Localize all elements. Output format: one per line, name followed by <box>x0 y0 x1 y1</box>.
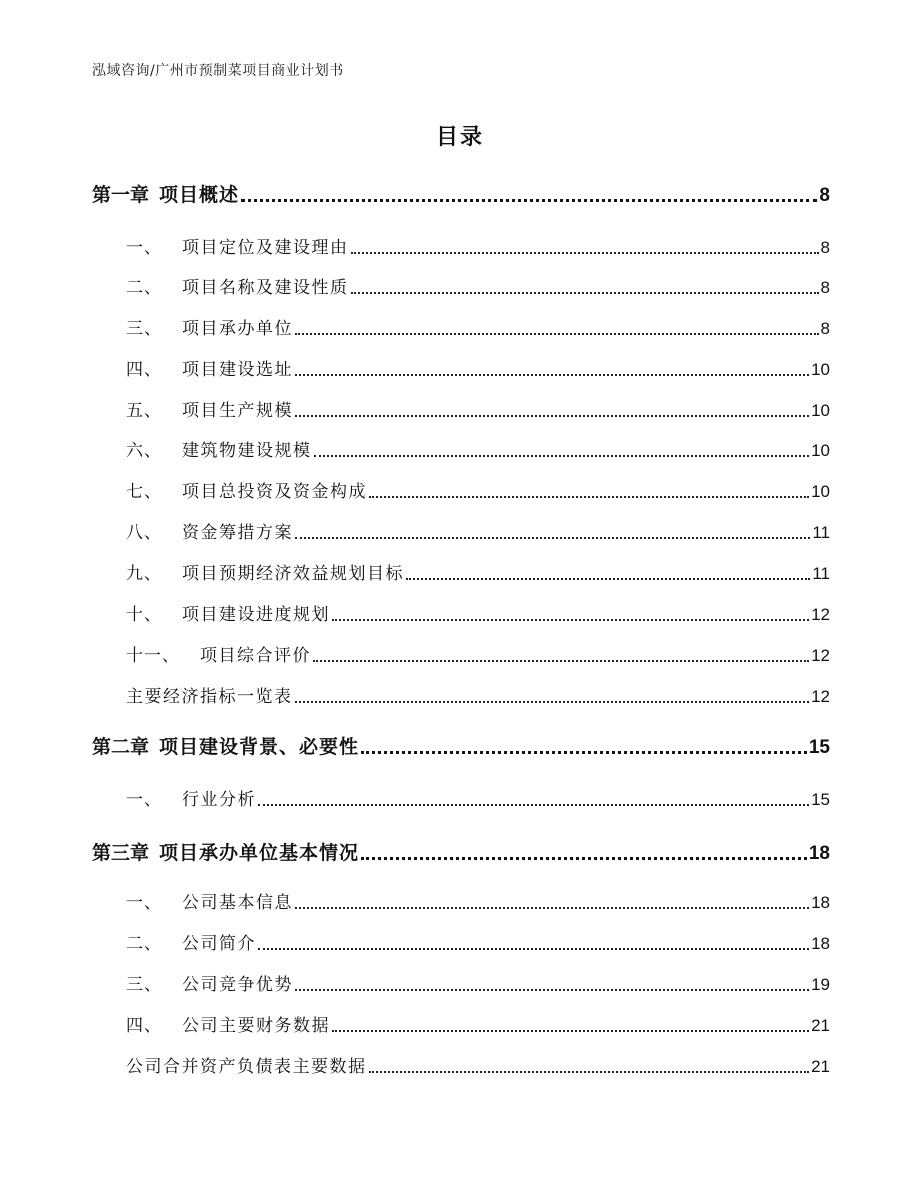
toc-entry-label: 建筑物建设规模 <box>182 441 312 461</box>
dot-leader <box>361 750 807 754</box>
toc-entry-label: 项目生产规模 <box>182 401 293 421</box>
toc-entry-number: 第一章 <box>92 184 150 206</box>
toc-entry-number: 第二章 <box>92 736 150 758</box>
toc-entry-label: 项目承办单位基本情况 <box>159 842 360 864</box>
toc-entry-number: 六、 <box>126 441 162 461</box>
toc-section-entry[interactable] <box>126 273 830 298</box>
toc-entry-page-number: 8 <box>820 278 830 297</box>
toc-entry-label: 项目综合评价 <box>200 646 311 666</box>
toc-section-entry[interactable] <box>126 888 830 913</box>
toc-entry-page-number: 12 <box>811 646 830 665</box>
toc-entry-page-number: 11 <box>812 564 830 583</box>
toc-section-entry[interactable] <box>126 970 830 995</box>
toc-chapter-entry[interactable] <box>92 180 830 207</box>
toc-chapter-entry[interactable] <box>92 732 830 759</box>
toc-entry-page-number: 15 <box>811 790 830 809</box>
toc-entry-label: 行业分析 <box>182 790 256 810</box>
toc-entry-number: 第三章 <box>92 842 150 864</box>
dot-leader <box>295 414 809 417</box>
toc-entry-label: 项目概述 <box>159 184 240 206</box>
toc-entry-page-number: 18 <box>811 893 830 912</box>
toc-entry-page-number: 10 <box>811 401 830 420</box>
toc-entry-number: 十、 <box>126 605 162 625</box>
toc-chapter-entry[interactable] <box>92 838 830 865</box>
toc-entry-number: 九、 <box>126 564 162 584</box>
toc-section-entry[interactable] <box>126 1052 830 1077</box>
toc-entry-page-number: 10 <box>811 360 830 379</box>
toc-entry-label: 资金筹措方案 <box>182 523 293 543</box>
toc-entry-page-number: 19 <box>811 975 830 994</box>
dot-leader <box>332 1029 809 1032</box>
dot-leader <box>295 373 809 376</box>
toc-entry-page-number: 21 <box>811 1057 830 1076</box>
dot-leader <box>258 947 809 950</box>
toc-section-entry[interactable] <box>126 641 830 666</box>
toc-entry-label: 项目预期经济效益规划目标 <box>182 564 404 584</box>
toc-entry-label: 项目承办单位 <box>182 319 293 339</box>
toc-entry-label: 项目建设进度规划 <box>182 605 330 625</box>
toc-entry-page-number: 8 <box>819 185 830 206</box>
toc-entry-label: 公司简介 <box>182 934 256 954</box>
toc-entry-number: 三、 <box>126 975 162 995</box>
toc-entry-number: 三、 <box>126 319 162 339</box>
toc-entry-label: 项目定位及建设理由 <box>182 238 349 258</box>
toc-entry-number: 四、 <box>126 1016 162 1036</box>
dot-leader <box>314 454 810 457</box>
dot-leader <box>369 1070 810 1073</box>
toc-entry-label: 主要经济指标一览表 <box>126 687 293 707</box>
dot-leader <box>361 856 807 860</box>
toc-entry-label: 公司基本信息 <box>182 893 293 913</box>
dot-leader <box>332 618 809 621</box>
toc-entry-number: 一、 <box>126 790 162 810</box>
toc-section-entry[interactable] <box>126 929 830 954</box>
toc-entry-number: 二、 <box>126 934 162 954</box>
toc-entry-number: 五、 <box>126 401 162 421</box>
dot-leader <box>258 803 809 806</box>
dot-leader <box>295 536 810 539</box>
toc-entry-page-number: 10 <box>811 482 830 501</box>
running-header: 泓域咨询/广州市预制菜项目商业计划书 <box>92 63 344 79</box>
dot-leader <box>313 659 809 662</box>
toc-entry-page-number: 12 <box>811 687 830 706</box>
toc-entry-page-number: 11 <box>812 523 830 542</box>
toc-entry-number: 七、 <box>126 482 162 502</box>
toc-entry-page-number: 15 <box>808 737 830 758</box>
toc-entry-number: 八、 <box>126 523 162 543</box>
toc-entry-page-number: 18 <box>808 843 830 864</box>
toc-entry-label: 公司竞争优势 <box>182 975 293 995</box>
dot-leader <box>241 198 817 202</box>
toc-entry-label: 公司合并资产负债表主要数据 <box>126 1057 367 1077</box>
toc-section-entry[interactable] <box>126 436 830 461</box>
toc-section-entry[interactable] <box>126 785 830 810</box>
toc-entry-number: 一、 <box>126 893 162 913</box>
dot-leader <box>295 332 819 335</box>
dot-leader <box>295 700 810 703</box>
dot-leader <box>295 988 809 991</box>
toc-entry-page-number: 12 <box>811 605 830 624</box>
toc-entry-page-number: 21 <box>811 1016 830 1035</box>
toc-entry-number: 十一、 <box>126 646 180 666</box>
toc-entry-label: 项目建设背景、必要性 <box>159 736 360 758</box>
toc-section-entry[interactable] <box>126 396 830 421</box>
dot-leader <box>295 906 809 909</box>
toc-section-entry[interactable] <box>126 477 830 502</box>
toc-entry-number: 一、 <box>126 238 162 258</box>
toc-section-entry[interactable] <box>126 233 830 258</box>
toc-section-entry[interactable] <box>126 1011 830 1036</box>
toc-entry-page-number: 18 <box>811 934 830 953</box>
page-title: 目录 <box>435 125 484 150</box>
toc-section-entry[interactable] <box>126 314 830 339</box>
toc-section-entry[interactable] <box>126 518 830 543</box>
toc-section-entry[interactable] <box>126 600 830 625</box>
toc-entry-label: 项目总投资及资金构成 <box>182 482 367 502</box>
dot-leader <box>369 495 809 498</box>
toc-entry-label: 公司主要财务数据 <box>182 1016 330 1036</box>
toc-entry-label: 项目建设选址 <box>182 360 293 380</box>
toc-entry-page-number: 8 <box>820 238 830 257</box>
dot-leader <box>351 291 819 294</box>
toc-entry-page-number: 8 <box>820 319 830 338</box>
toc-section-entry[interactable] <box>126 355 830 380</box>
toc-section-entry[interactable] <box>126 682 830 707</box>
toc-entry-number: 四、 <box>126 360 162 380</box>
toc-entry-number: 二、 <box>126 278 162 298</box>
dot-leader <box>406 577 810 580</box>
toc-section-entry[interactable] <box>126 559 830 584</box>
dot-leader <box>351 251 819 254</box>
toc-entry-label: 项目名称及建设性质 <box>182 278 349 298</box>
toc-entry-page-number: 10 <box>811 441 830 460</box>
